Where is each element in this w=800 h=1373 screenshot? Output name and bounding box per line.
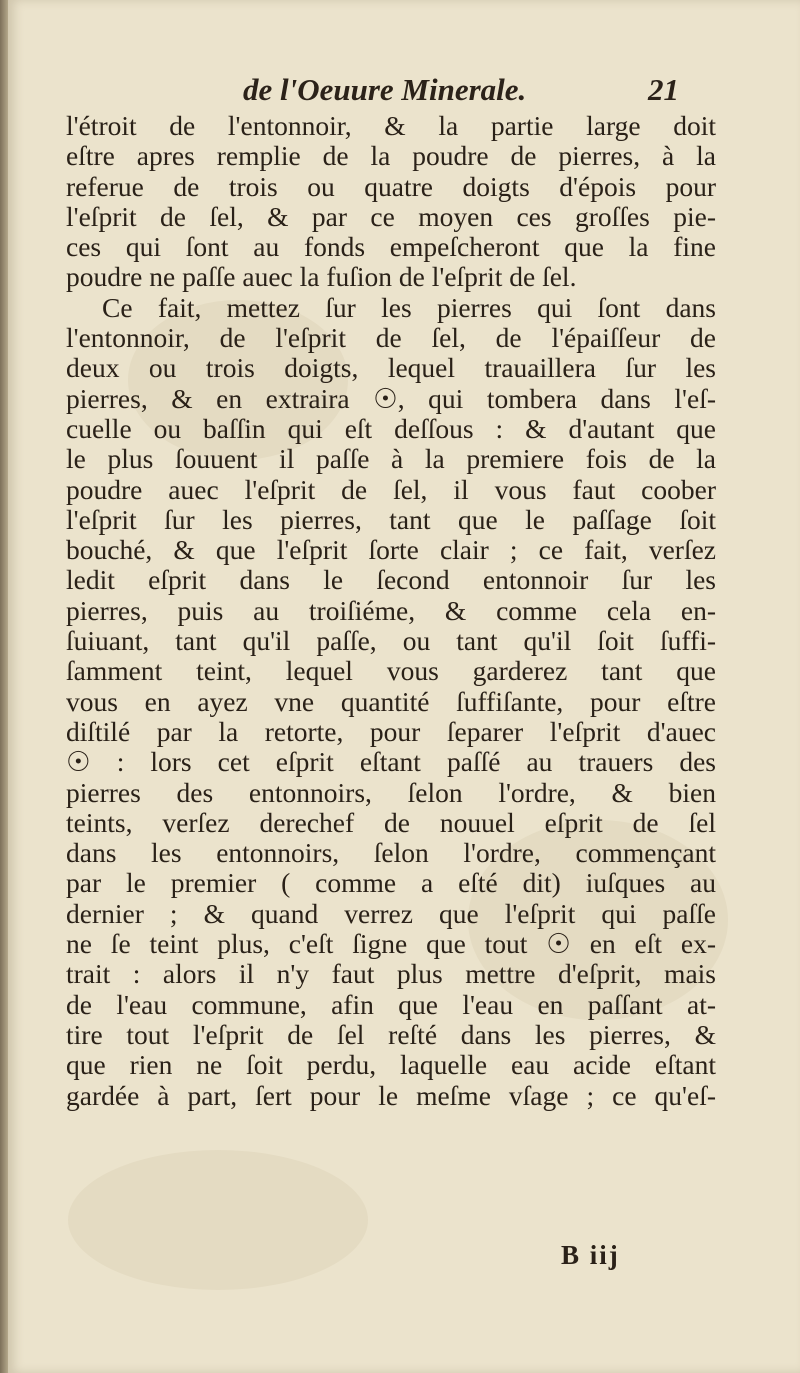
text-line: pierres des entonnoirs, ſelon l'ordre, & bien xyxy=(66,776,716,808)
text-line: pierres, & en extraira ☉, qui tombera dans l'eſ- xyxy=(66,382,716,414)
text-line: l'entonnoir, de l'eſprit de ſel, de l'épaiſſeur de xyxy=(66,322,716,354)
book-gutter xyxy=(0,0,8,1373)
text-line: de l'eau commune, afin que l'eau en paſſant at- xyxy=(66,988,716,1020)
text-line: ledit eſprit dans le ſecond entonnoir ſur les xyxy=(66,564,716,596)
text-line: gardée à part, ſert pour le meſme vſage ; ce qu'eſ- xyxy=(66,1079,716,1111)
text-line: Ce fait, mettez ſur les pierres qui ſont dans xyxy=(102,291,716,323)
text-line: cuelle ou baſſin qui eſt deſſous : & d'autant que xyxy=(66,412,716,444)
text-line: le plus ſouuent il paſſe à la premiere fois de la xyxy=(66,443,716,475)
book-page xyxy=(8,0,800,1373)
body-text xyxy=(66,111,716,1111)
signature-mark: B iij xyxy=(561,1240,620,1270)
text-line: teints, verſez derechef de nouuel eſprit de ſel xyxy=(66,806,716,838)
text-line: trait : alors il n'y faut plus mettre d'eſprit, mais xyxy=(66,958,716,990)
text-line: poudre ne paſſe auec la fuſion de l'eſprit de ſel. xyxy=(66,261,577,293)
text-line: vous en ayez vne quantité ſuffiſante, pour eſtre xyxy=(66,685,716,717)
text-line: ſamment teint, lequel vous garderez tant que xyxy=(66,655,716,687)
text-line: dans les entonnoirs, ſelon l'ordre, commençant xyxy=(66,837,716,869)
paper-stain xyxy=(68,1150,368,1290)
text-line: l'eſprit de ſel, & par ce moyen ces groſſes pie- xyxy=(66,200,716,232)
text-line: eſtre apres remplie de la poudre de pierres, à la xyxy=(66,140,716,172)
text-line: ces qui ſont au fonds empeſcheront que la fine xyxy=(66,231,716,263)
text-line: dernier ; & quand verrez que l'eſprit qui paſſe xyxy=(66,897,716,929)
text-line: l'eſprit ſur les pierres, tant que le paſſage ſoit xyxy=(66,503,716,535)
running-title: de l'Oeuure Minerale. xyxy=(243,72,527,107)
text-line: bouché, & que l'eſprit ſorte clair ; ce fait, verſez xyxy=(66,534,716,566)
text-line: deux ou trois doigts, lequel trauaillera ſur les xyxy=(66,352,716,384)
page-number: 21 xyxy=(648,72,679,107)
text-line: l'étroit de l'entonnoir, & la partie large doit xyxy=(66,110,716,141)
text-line: ſuiuant, tant qu'il paſſe, ou tant qu'il ſoit ſuffi- xyxy=(66,625,716,657)
text-line: pierres, puis au troiſiéme, & comme cela en- xyxy=(66,594,716,626)
text-line: tire tout l'eſprit de ſel reſté dans les pierres, & xyxy=(66,1018,716,1050)
text-line: ne ſe teint plus, c'eſt ſigne que tout ☉ en eſt ex- xyxy=(66,928,716,960)
text-line: par le premier ( comme a eſté dit) iuſques au xyxy=(66,867,716,899)
text-line: diſtilé par la retorte, pour ſeparer l'eſprit d'auec xyxy=(66,715,716,747)
text-line: referue de trois ou quatre doigts d'épois pour xyxy=(66,170,716,202)
text-line: poudre auec l'eſprit de ſel, il vous faut coober xyxy=(66,473,716,505)
text-line: ☉ : lors cet eſprit eſtant paſſé au trauers des xyxy=(66,746,716,778)
text-line: que rien ne ſoit perdu, laquelle eau acide eſtant xyxy=(66,1049,716,1081)
